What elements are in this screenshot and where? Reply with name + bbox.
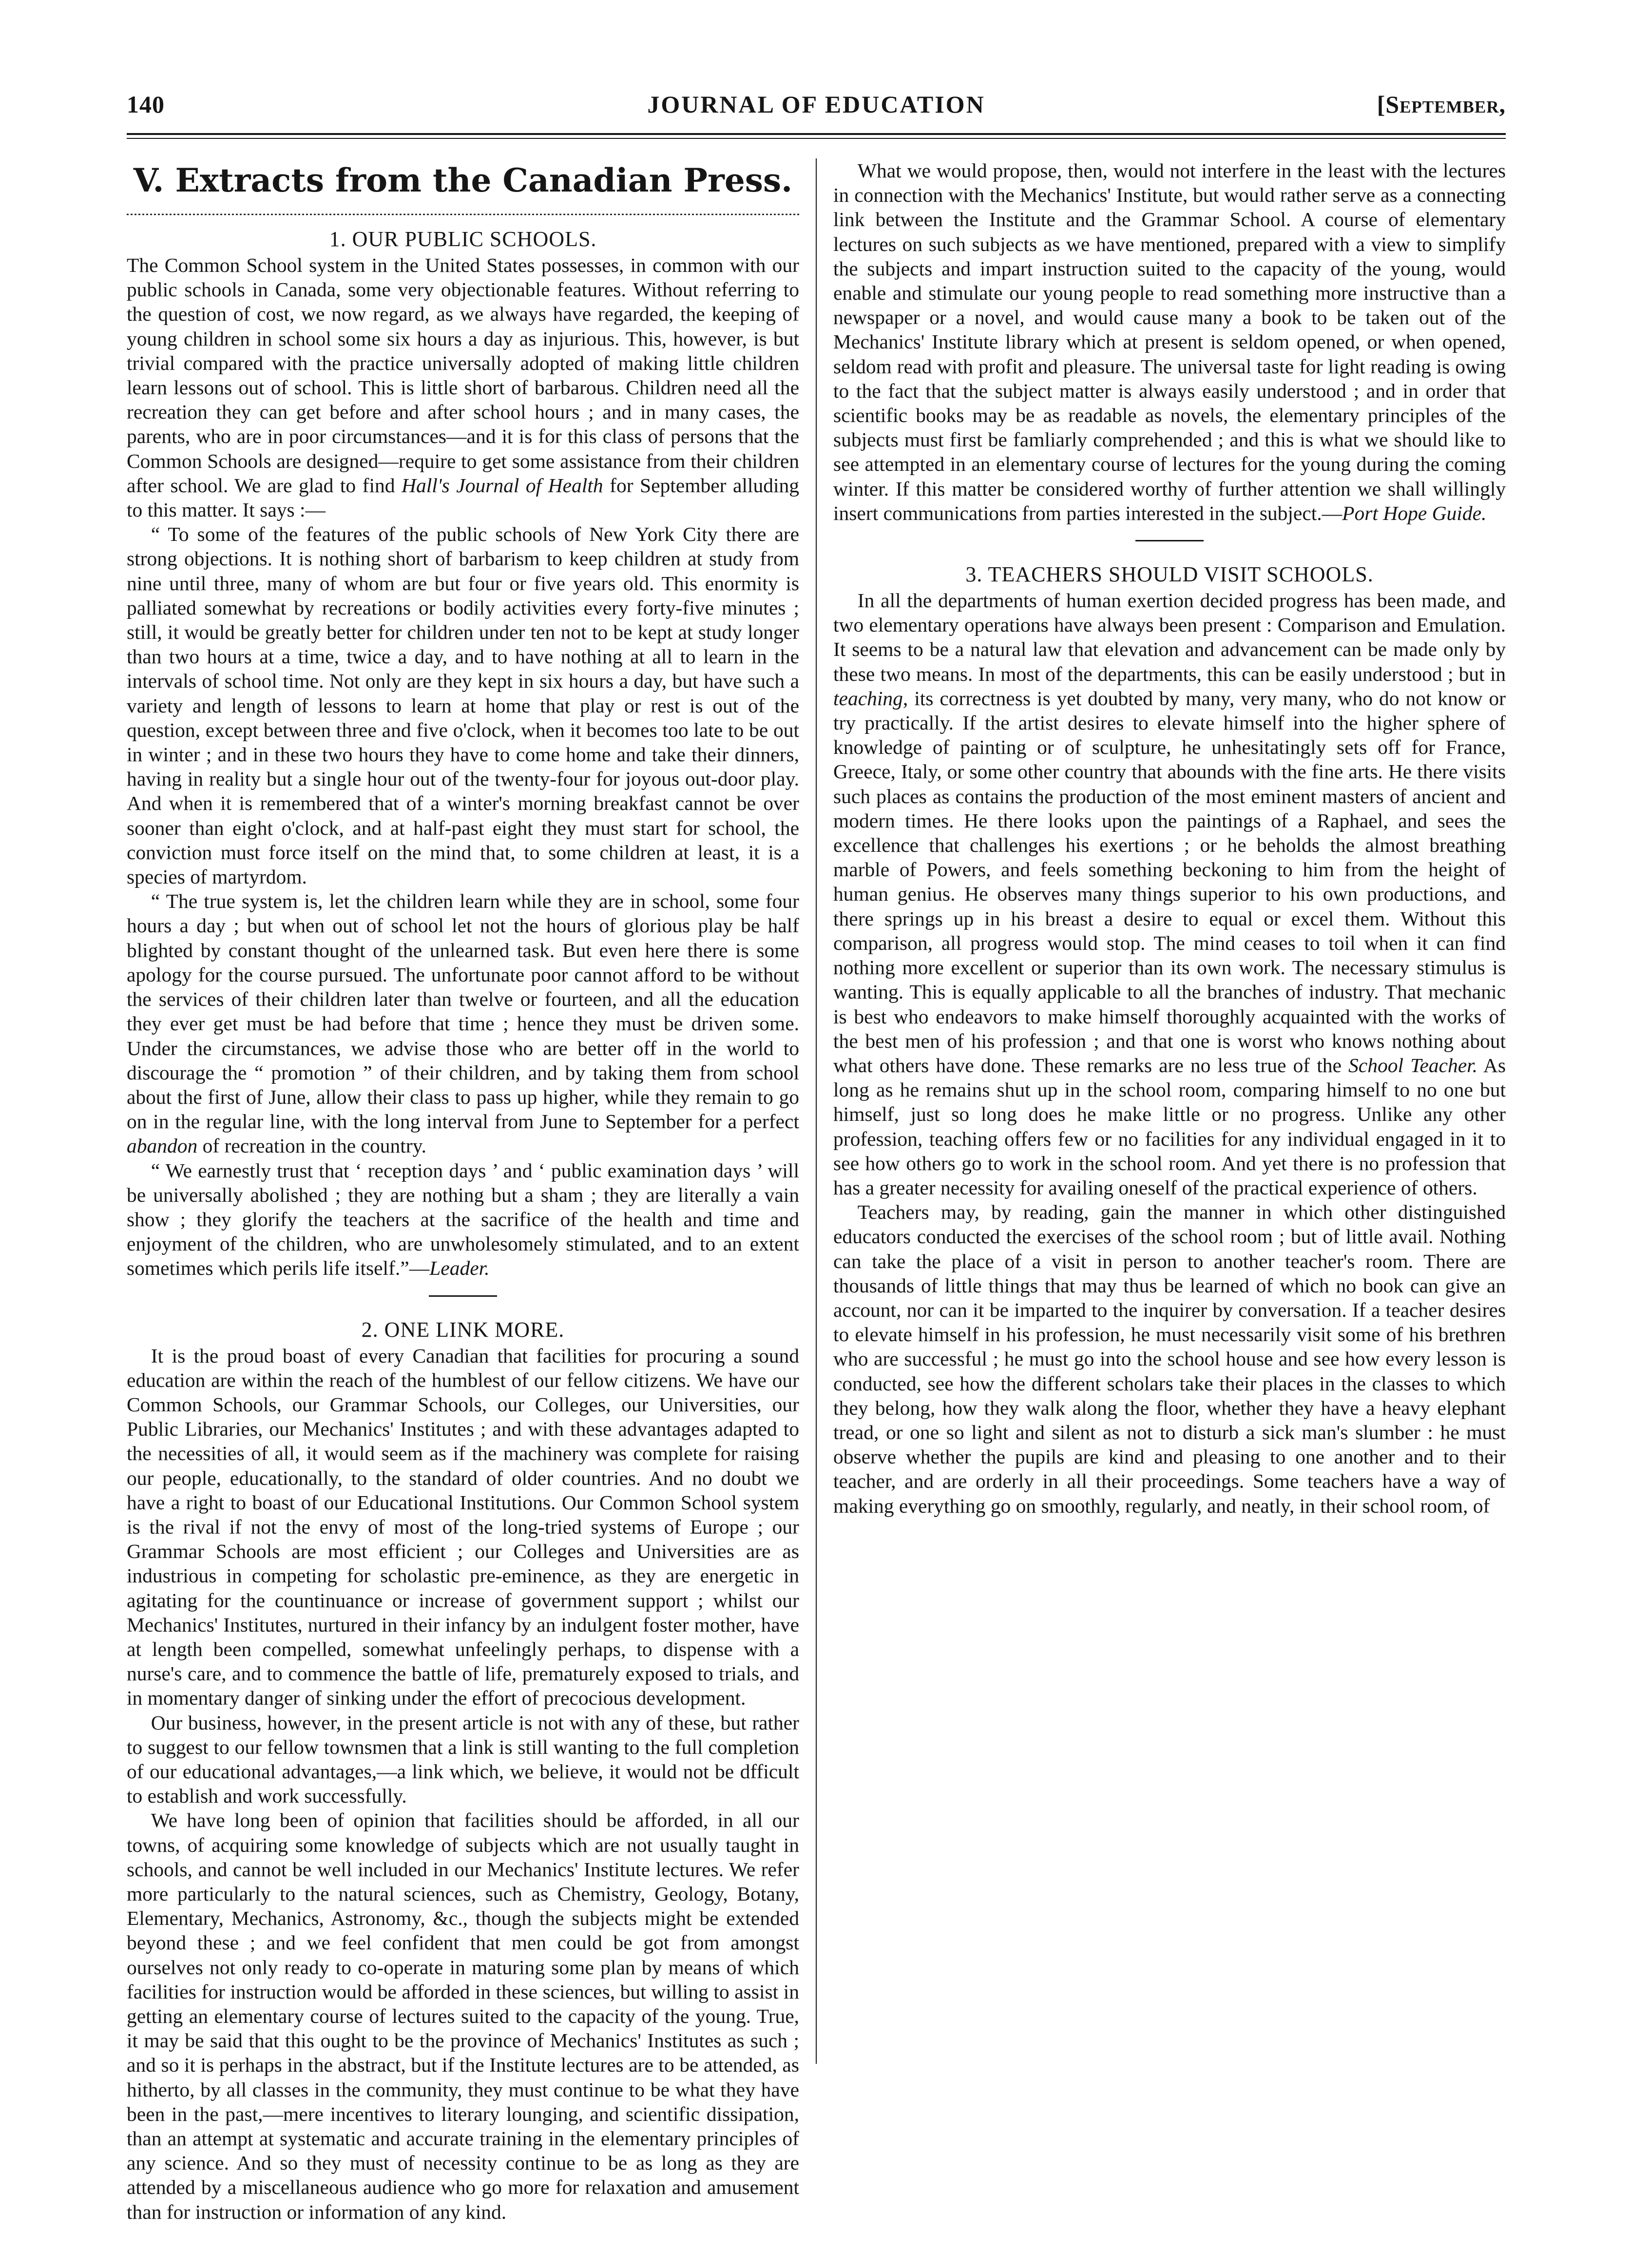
issue-month: [September, xyxy=(1377,91,1506,118)
article-paragraph: Our business, however, in the present article is not with any of these, but rather to suggest to our fellow townsmen that a link is still wanting to the full completion of our educational advantages,—a link which, we believe, it would not be dfficult to establish and work successfully. xyxy=(127,1711,799,1807)
article-paragraph: In all the departments of human exertion decided progress has been made, and two elementary operations have always been present : Comparison and Emulation. It seems to be a natural law that elevation and advancement can be made only by these two means. In most of the departments, this can be easily understood ; but in teaching, its correctness is yet doubted by many, very many, who do not know or try practically. If the artist desires to elevate himself into the higher sphere of knowledge of painting or of sculpture, he unhesitatingly sets off for France, Greece, Italy, or some other country that abounds with the fine arts. He there visits such places as contains the production of the most eminent masters of ancient and modern times. He there looks upon the paintings of a Raphael, and sees the excellence that challenges his exertions ; or he beholds the almost breathing marble of Powers, and feels something beckoning to him from the height of human genius. He observes many things superior to his own productions, and there springs up in his breast a desire to equal or excel them. Without this comparison, all progress would stop. The mind ceases to toil when it can find nothing more excellent or superior than its own work. The necessary stimulus is wanting. This is equally applicable to all the branches of industry. That mechanic is best who endeavors to make himself thoroughly acquainted with the works of the best men of his profession ; and that one is worst who knows nothing about what others have done. These remarks are no less true of the School Teacher. As long as he remains shut up in the school room, comparing himself to no one but himself, just so long does he make little or no progress. Unlike any other profession, teaching offers few or no facilities for any individual engaged in it to see how others go to work in the school room. And yet there is no profession that has a greater necessity for availing oneself of the practical experience of others. xyxy=(833,589,1506,1199)
article-paragraph: “ To some of the features of the public schools of New York City there are strong objections. It is nothing short of barbarism to keep children at study from nine until three, many of whom are but four or five years old. This enormity is palliated somewhat by recreations or bodily activities every forty-five minutes ; still, it would be greatly better for children under ten not to be kept at study longer than two hours at a time, twice a day, and to have nothing at all to learn in the intervals of school time. Not only are they kept in six hours a day, but have such a variety and length of lessons to learn at home that play or rest is out of the question, except between three and five o'clock, when it becomes too late to be out in winter ; and in these two hours they have to come home and take their dinners, having in reality but a single hour out of the twenty-four for joyous out-door play. And when it is remembered that of a winter's morning breakfast cannot be over sooner than eight o'clock, and at half-past eight they must start for school, the conviction must force itself on the mind that, to some children at least, it is a species of martyrdom. xyxy=(127,523,799,888)
header-rule-thick xyxy=(127,133,1506,135)
article-separator xyxy=(429,1295,497,1297)
right-column xyxy=(833,158,1506,2225)
journal-page xyxy=(127,80,1506,2234)
left-column xyxy=(127,158,799,2225)
journal-title: JOURNAL OF EDUCATION xyxy=(647,91,985,118)
section-title: V. Extracts from the Canadian Press. xyxy=(133,161,793,199)
column-divider xyxy=(816,158,817,2064)
article-paragraph: “ The true system is, let the children learn while they are in school, some four hours a day ; but when out of school let not the hours of glorious play be half blighted by constant thought of the unlearned task. But even here there is some apology for the course pursued. The unfortunate poor cannot afford to be without the services of their children later than twelve or fourteen, and all the education they ever get must be had before that time ; hence they must be driven some. Under the circumstances, we advise those who are better off in the world to discourage the “ promotion ” of their children, and by taking them from school about the first of June, allow their class to pass up higher, while they remain to go on in the regular line, with the long interval from June to September for a perfect abandon of recreation in the country. xyxy=(127,890,799,1157)
article-title-our-public-schools: 1. OUR PUBLIC SCHOOLS. xyxy=(329,227,597,251)
article-title-one-link-more: 2. ONE LINK MORE. xyxy=(361,1317,565,1342)
section-rule xyxy=(127,211,799,218)
article-paragraph: It is the proud boast of every Canadian that facilities for procuring a sound education are within the reach of the humblest of our fellow citizens. We have our Common Schools, our Grammar Schools, our Colleges, our Universities, our Public Libraries, our Mechanics' Institutes ; and with these advantages adapted to the necessities of all, it would seem as if the machinery was complete for raising our people, educationally, to the standard of older countries. And no doubt we have a right to boast of our Educational Institutions. Our Common School system is the rival if not the envy of most of the long-tried systems of Europe ; our Grammar Schools are most efficient ; our Colleges and Universities are as industrious in competing for scholastic pre-eminence, as they are energetic in agitating for the countinuance or increase of government support ; whilst our Mechanics' Institutes, nurtured in their infancy by an indulgent foster mother, have at length been compelled, somewhat unfeelingly perhaps, to dispense with a nurse's care, and to commence the battle of life, prematurely exposed to trials, and in momentary danger of sinking under the effort of precocious development. xyxy=(127,1344,799,1710)
article-separator xyxy=(1135,540,1204,541)
article-paragraph: What we would propose, then, would not interfere in the least with the lectures in connection with the Mechanics' Institute, but would rather serve as a connecting link between the Institute and the Grammar School. A course of elementary lectures on such subjects as we have mentioned, prepared with a view to simplify the subjects and impart instruction suited to the capacity of the young, would enable and stimulate our young people to read something more instructive than a newspaper or a novel, and would cause many a book to be taken out of the Mechanics' Institute library which at present is seldom opened, or when opened, seldom read with profit and pleasure. The universal taste for light reading is owing to the fact that the subject matter is always easily understood ; and in order that scientific books may be as readable as novels, the elementary principles of the subjects must first be famliarly comprehended ; and this is what we should like to see attempted in an elementary course of lectures for the young during the coming winter. If this matter be considered worthy of further attention we shall willingly insert communications from parties interested in the subject.—Port Hope Guide. xyxy=(833,159,1506,524)
header-rule-thin xyxy=(127,138,1506,139)
article-title-teachers-should-visit-schools: 3. TEACHERS SHOULD VISIT SCHOOLS. xyxy=(965,562,1374,587)
page-number: 140 xyxy=(127,91,165,118)
article-paragraph: Teachers may, by reading, gain the manner in which other distinguished educators conducted the exercises of the school room ; but of little avail. Nothing can take the place of a visit in person to another teacher's room. There are thousands of little things that may thus be learned of which no book can give an account, nor can it be imparted to the inquirer by conversation. If a teacher desires to elevate himself in his profession, he must necessarily visit some of his brethren who are successful ; he must go into the school house and see how every lesson is conducted, see how the different scholars take their places in the classes to which they belong, how they walk along the floor, whether they have a heavy elephant tread, or one so light and silent as not to disturb a sick man's slumber : he must observe whether the pupils are kind and pleasing to one another and to their teacher, and are orderly in all their proceedings. Some teachers have a way of making everything go on smoothly, regularly, and neatly, in their school room, of xyxy=(833,1201,1506,1517)
article-paragraph: “ We earnestly trust that ‘ reception days ’ and ‘ public examination days ’ will be universally abolished ; they are nothing but a sham ; they are literally a vain show ; they glorify the teachers at the sacrifice of the health and time and enjoyment of the children, who are unwholesomely stimulated, and to an extent sometimes which perils life itself.”—Leader. xyxy=(127,1159,799,1280)
article-paragraph: We have long been of opinion that facilities should be afforded, in all our towns, of acquiring some knowledge of subjects which are not usually taught in schools, and cannot be well included in our Mechanics' Institute lectures. We refer more particularly to the natural sciences, such as Chemistry, Geology, Botany, Elementary, Mechanics, Astronomy, &c., though the subjects might be extended beyond these ; and we feel confident that men could be got from amongst ourselves not only ready to co-operate in maturing some plan by means of which facilities for instruction would be afforded in these sciences, but willing to assist in getting an elementary course of lectures suited to the capacity of the young. True, it may be said that this ought to be the province of Mechanics' Institutes as such ; and so it is perhaps in the abstract, but if the Institute lectures are to be attended, as hitherto, by all classes in the community, they must continue to be what they have been in the past,—mere incentives to literary lounging, and scientific dissipation, than an attempt at systematic and accurate training in the elementary principles of any science. And so they must of necessity continue to be as long as they are attended by a miscellaneous audience who go more for relaxation and amusement than for instruction or information of any kind. xyxy=(127,1809,799,2223)
source-credit: Leader. xyxy=(429,1257,490,1280)
source-credit: Port Hope Guide. xyxy=(1342,501,1487,524)
article-paragraph: The Common School system in the United States possesses, in common with our public schools in Canada, some very objectionable features. Without referring to the question of cost, we now regard, as we always have regarded, the keeping of young children in school some six hours a day as injurious. This, however, is but trivial compared with the practice universally adopted of making little children learn lessons out of school. This is little short of barbarous. Children need all the recreation they can get before and after school hours ; and in many cases, the parents, who are in poor circumstances—and it is for this class of persons that the Common Schools are designed—require to get some assistance from their children after school. We are glad to find Hall's Journal of Health for September alluding to this matter. It says :— xyxy=(127,254,799,521)
running-head xyxy=(127,90,1506,124)
